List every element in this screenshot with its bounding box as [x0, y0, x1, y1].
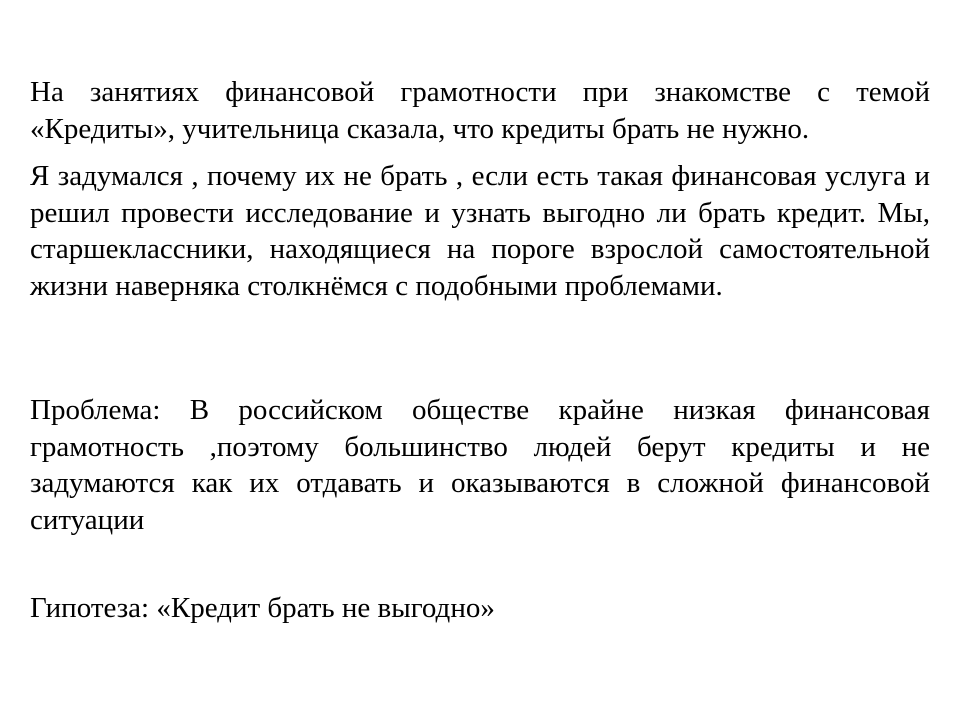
problem-paragraph: Проблема: В российском обществе крайне низкая финансовая грамотность ,поэтому большинство людей берут кредиты и не задумаются как их отдавать и оказываются в сложной финансовой ситуации	[30, 394, 930, 536]
hypothesis-paragraph: Гипотеза: «Кредит брать не выгодно»	[30, 592, 495, 624]
motivation-paragraph: Я задумался , почему их не брать , если есть такая финансовая услуга и решил провести исследование и узнать выгодно ли брать кредит. Мы, старшеклассники, находящиеся на пороге взрослой самостоятельной жизни наверняка столкнёмся с подобными проблемами.	[30, 160, 930, 302]
intro-paragraph: На занятиях финансовой грамотности при знакомстве с темой «Кредиты», учительница сказала, что кредиты брать не нужно.	[30, 76, 930, 145]
